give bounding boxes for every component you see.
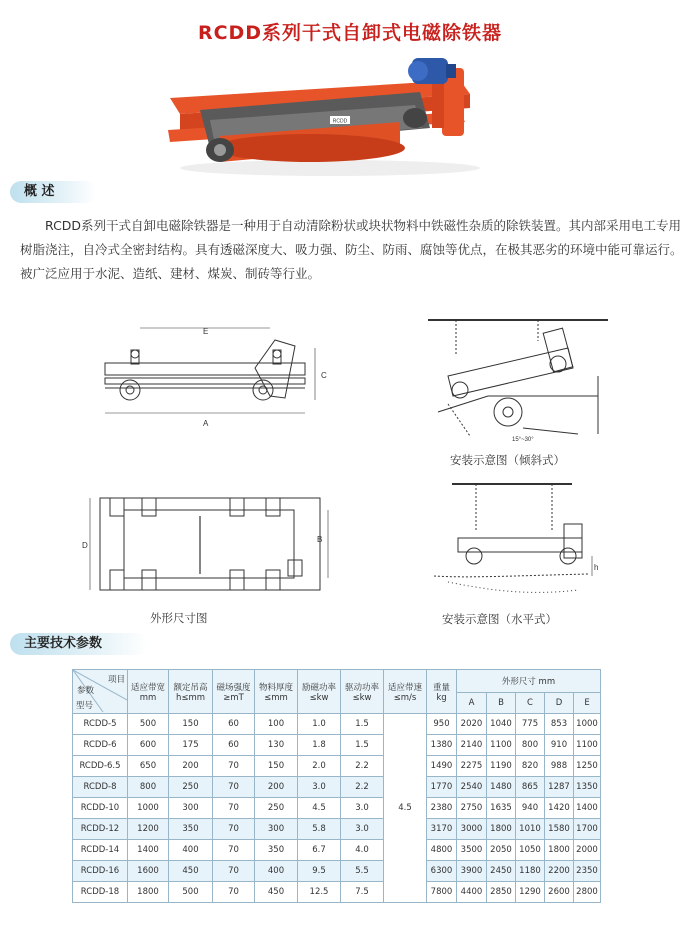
dim-label-e: E bbox=[203, 327, 209, 336]
dim-label-h: h bbox=[594, 563, 599, 572]
table-row: RCDD-16 1600 450 70 400 9.5 5.5 6300 3900 2450 1180 2200 2350 bbox=[73, 861, 601, 882]
table-row: RCDD-12 1200 350 70 300 5.8 3.0 3170 3000 1800 1010 1580 1700 bbox=[73, 819, 601, 840]
dim-label-c: C bbox=[321, 371, 327, 380]
corner-model-label: 型号 bbox=[76, 701, 94, 711]
horizontal-caption: 安装示意图（水平式） bbox=[442, 612, 557, 626]
col-header-b: B bbox=[487, 693, 516, 714]
section-params-heading: 主要技术参数 bbox=[10, 633, 148, 655]
table-corner-cell bbox=[73, 670, 128, 714]
overview-paragraph: RCDD系列干式自卸电磁除铁器是一种用于自动清除粉状或块状物料中铁磁性杂质的除铁装置。其内部采用电工专用树脂浇注，自冷式全密封结构。具有透磁深度大、吸力强、防尘、防雨、腐蚀等优点，在极其恶劣的环境中能可靠运行。被广泛应用于水泥、造纸、建材、煤炭、制砖等行业。 bbox=[20, 218, 683, 281]
table-row: RCDD-10 1000 300 70 250 4.5 3.0 2380 2750 1635 940 1420 1400 bbox=[73, 798, 601, 819]
svg-text:RCDD: RCDD bbox=[332, 118, 348, 125]
col-header-e: E bbox=[574, 693, 601, 714]
corner-param-label: 参数 bbox=[77, 686, 95, 696]
dim-label-a: A bbox=[203, 419, 209, 428]
col-header-dims: 外形尺寸 mm bbox=[457, 670, 601, 693]
col-header-field: 磁场强度 ≥mT bbox=[213, 670, 255, 714]
front-view-drawing bbox=[95, 318, 335, 430]
col-header-speed: 适应带速 ≤m/s bbox=[384, 670, 427, 714]
speed-cell: 4.5 bbox=[384, 714, 427, 903]
incline-install-drawing bbox=[428, 316, 608, 448]
top-view-drawing bbox=[80, 490, 340, 602]
horizontal-install-drawing bbox=[428, 478, 608, 604]
col-header-excitation: 励磁功率 ≤kw bbox=[298, 670, 341, 714]
angle-label: 15°~30° bbox=[512, 437, 534, 443]
col-header-weight: 重量 kg bbox=[427, 670, 457, 714]
table-row: RCDD-5 500 150 60 100 1.0 1.5 4.5 950 2020 1040 775 853 1000 bbox=[73, 714, 601, 735]
col-header-d: D bbox=[545, 693, 574, 714]
dim-label-b: B bbox=[317, 535, 323, 544]
section-overview-heading: 概 述 bbox=[10, 181, 96, 203]
col-header-height: 额定吊高 h≤mm bbox=[169, 670, 213, 714]
col-header-width: 适应带宽 mm bbox=[128, 670, 169, 714]
col-header-thickness: 物料厚度 ≤mm bbox=[255, 670, 298, 714]
col-header-drive: 驱动功率 ≤kw bbox=[341, 670, 384, 714]
dim-label-d: D bbox=[82, 541, 88, 550]
table-row: RCDD-6.5 650 200 70 150 2.0 2.2 1490 2275 1190 820 988 1250 bbox=[73, 756, 601, 777]
table-row: RCDD-18 1800 500 70 450 12.5 7.5 7800 4400 2850 1290 2600 2800 bbox=[73, 882, 601, 903]
table-row: RCDD-8 800 250 70 200 3.0 2.2 1770 2540 1480 865 1287 1350 bbox=[73, 777, 601, 798]
page-title: RCDD系列干式自卸式电磁除铁器 bbox=[197, 22, 503, 44]
table-row: RCDD-6 600 175 60 130 1.8 1.5 1380 2140 1100 800 910 1100 bbox=[73, 735, 601, 756]
spec-table bbox=[72, 669, 601, 903]
col-header-c: C bbox=[516, 693, 545, 714]
corner-item-label: 项目 bbox=[107, 675, 125, 685]
front-view-caption: 外形尺寸图 bbox=[150, 611, 208, 625]
incline-caption: 安装示意图（倾斜式） bbox=[450, 453, 565, 467]
col-header-a: A bbox=[457, 693, 487, 714]
product-photo bbox=[160, 50, 500, 180]
table-row: RCDD-14 1400 400 70 350 6.7 4.0 4800 3500 2050 1050 1800 2000 bbox=[73, 840, 601, 861]
